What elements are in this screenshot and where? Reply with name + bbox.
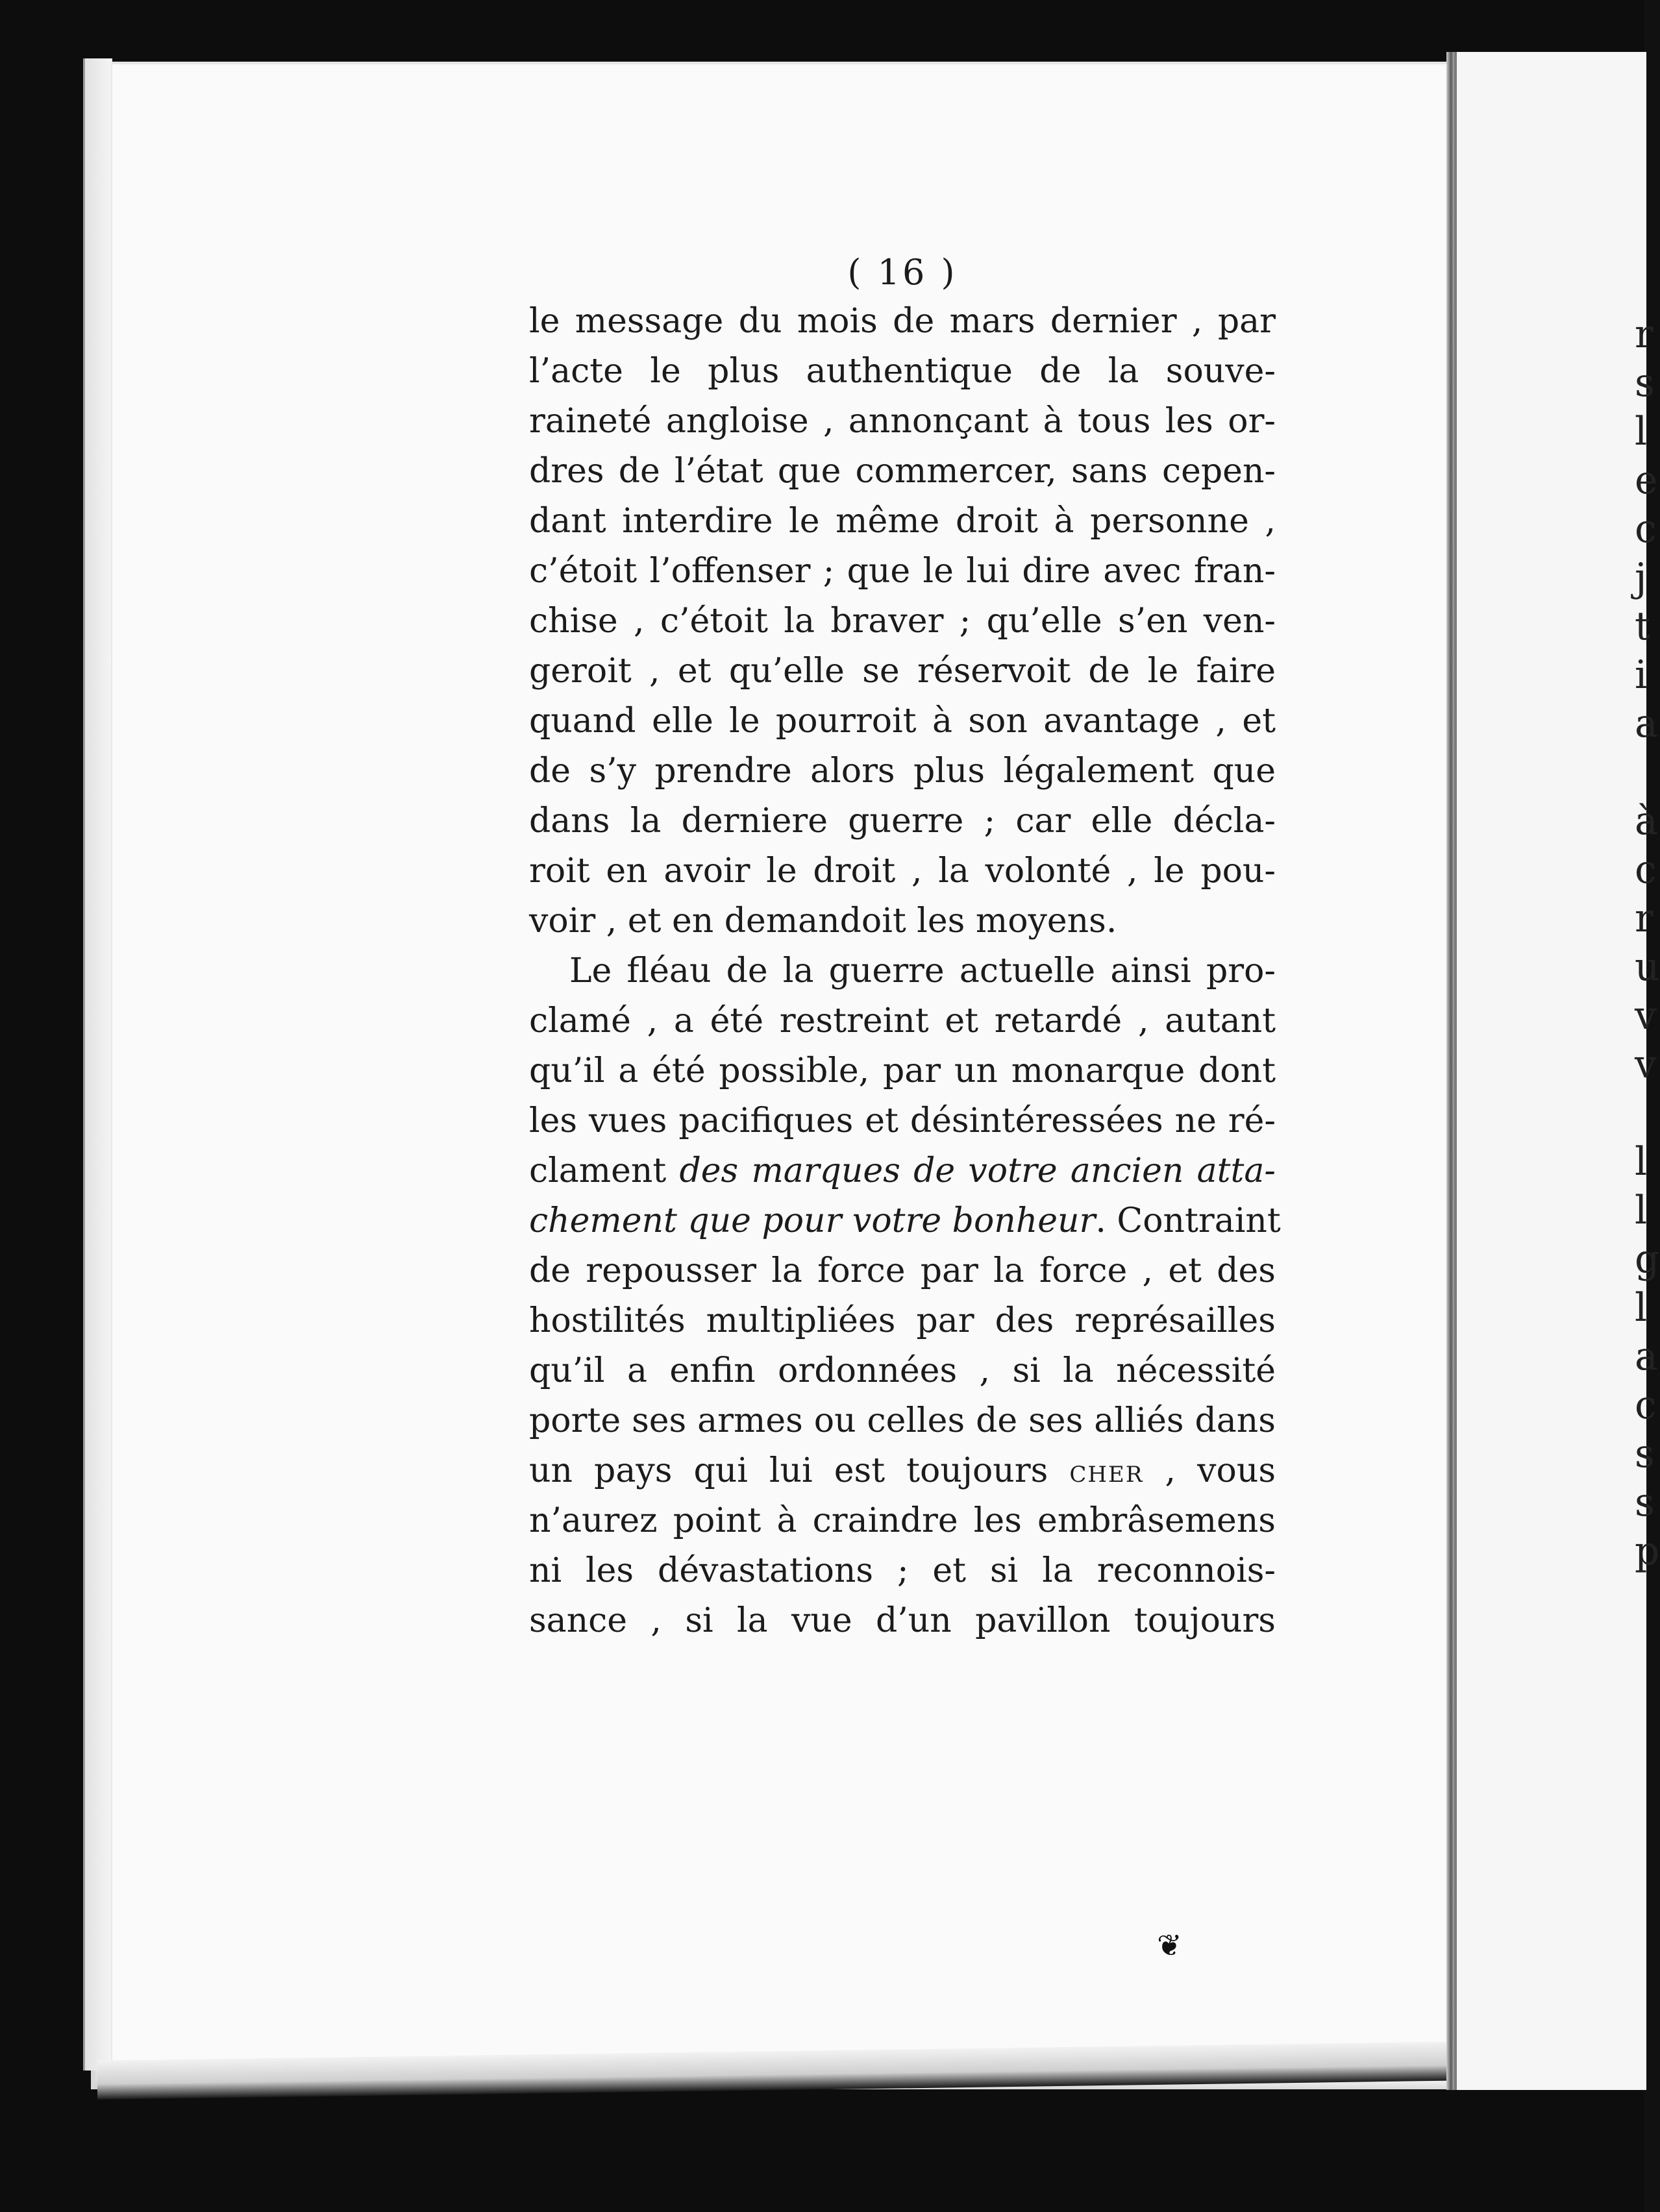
text-line-mixed	[529, 1196, 1281, 1246]
body-text	[529, 247, 1281, 1646]
text-line: voir , et en demandoit les moyens.	[529, 902, 1117, 940]
right-fragment: c	[1635, 1382, 1657, 1428]
text-line-mixed	[529, 1146, 1276, 1196]
text-line: dres de l’état que commercer, sans cepen-	[529, 452, 1276, 491]
right-fragment: r	[1635, 312, 1654, 357]
text-line: Le fléau de la guerre actuelle ainsi pro-	[569, 952, 1276, 990]
text-line: raineté angloise , annonçant à tous les or-	[529, 402, 1276, 441]
right-fragment: a	[1635, 701, 1658, 746]
text-line: qu’il a été possible, par un monarque dont	[529, 1051, 1276, 1090]
right-fragment: l	[1635, 1139, 1648, 1185]
right-page	[1454, 52, 1646, 2090]
right-fragment: g	[1635, 1236, 1660, 1282]
small-caps-text: CHER	[1069, 1462, 1144, 1488]
page-fold-edge	[83, 58, 112, 2071]
text-line: de repousser la force par la force , et des	[529, 1251, 1276, 1290]
italic-text: chement que pour votre bonheur	[529, 1201, 1096, 1240]
right-fragment: t	[1635, 604, 1651, 649]
text-line: ni les dévastations ; et si la reconnois-	[529, 1551, 1276, 1590]
right-fragment: r	[1635, 896, 1654, 941]
text-line: dans la derniere guerre ; car elle décla-	[529, 802, 1276, 841]
text-line: geroit , et qu’elle se réservoit de le faire	[529, 652, 1276, 691]
text-line: roit en avoir le droit , la volonté , le pou-	[529, 852, 1276, 891]
right-fragment: c	[1635, 847, 1657, 892]
text-line: quand elle le pourroit à son avantage , et	[529, 702, 1276, 741]
text-line: porte ses armes ou celles de ses alliés dans	[529, 1401, 1276, 1440]
text-line: hostilités multipliées par des représailles	[529, 1301, 1276, 1340]
fleuron-icon: ❦	[1157, 1928, 1182, 1963]
text-line: n’aurez point à craindre les embrâsemens	[529, 1501, 1276, 1540]
right-fragment: v	[1635, 1042, 1657, 1087]
text-line: clamé , a été restreint et retardé , autant	[529, 1002, 1276, 1040]
text-line-mixed	[529, 1446, 1276, 1496]
text-segment: clament	[529, 1151, 667, 1190]
right-fragment: l	[1635, 409, 1648, 454]
right-fragment: p	[1635, 1529, 1660, 1574]
text-line: le message du mois de mars dernier , par	[529, 302, 1276, 341]
text-line: les vues pacifiques et désintéressées ne ré-	[529, 1101, 1276, 1140]
text-line: chise , c’étoit la braver ; qu’elle s’en ven-	[529, 602, 1276, 641]
italic-text: des marques de votre ancien atta-	[679, 1151, 1276, 1190]
text-segment: . Contraint	[1095, 1201, 1281, 1240]
right-fragment: j	[1635, 555, 1647, 600]
right-fragment: e	[1635, 458, 1658, 503]
text-line: c’étoit l’offenser ; que le lui dire avec fran-	[529, 552, 1276, 591]
right-fragment: s	[1635, 1480, 1655, 1525]
right-fragment: v	[1635, 993, 1657, 1038]
text-line: qu’il a enfin ordonnées , si la nécessité	[529, 1351, 1276, 1390]
text-segment: , vous	[1165, 1451, 1276, 1490]
right-fragment: i	[1635, 652, 1648, 698]
right-fragment: c	[1635, 506, 1657, 552]
text-segment: un pays qui lui est toujours	[529, 1451, 1048, 1490]
right-fragment: à	[1635, 798, 1658, 844]
right-fragment: s	[1635, 1431, 1655, 1477]
right-fragment: l	[1635, 1285, 1648, 1331]
text-line: l’acte le plus authentique de la souve-	[529, 352, 1276, 391]
text-line: sance , si la vue d’un pavillon toujours	[529, 1601, 1276, 1640]
page-number: ( 16 )	[847, 252, 958, 293]
right-fragment: u	[1635, 944, 1660, 990]
right-fragment: l	[1635, 1188, 1648, 1233]
text-line: dant interdire le même droit à personne ,	[529, 502, 1276, 541]
right-fragment: a	[1635, 1334, 1658, 1379]
text-line: de s’y prendre alors plus légalement que	[529, 752, 1276, 791]
right-fragment: s	[1635, 360, 1655, 406]
